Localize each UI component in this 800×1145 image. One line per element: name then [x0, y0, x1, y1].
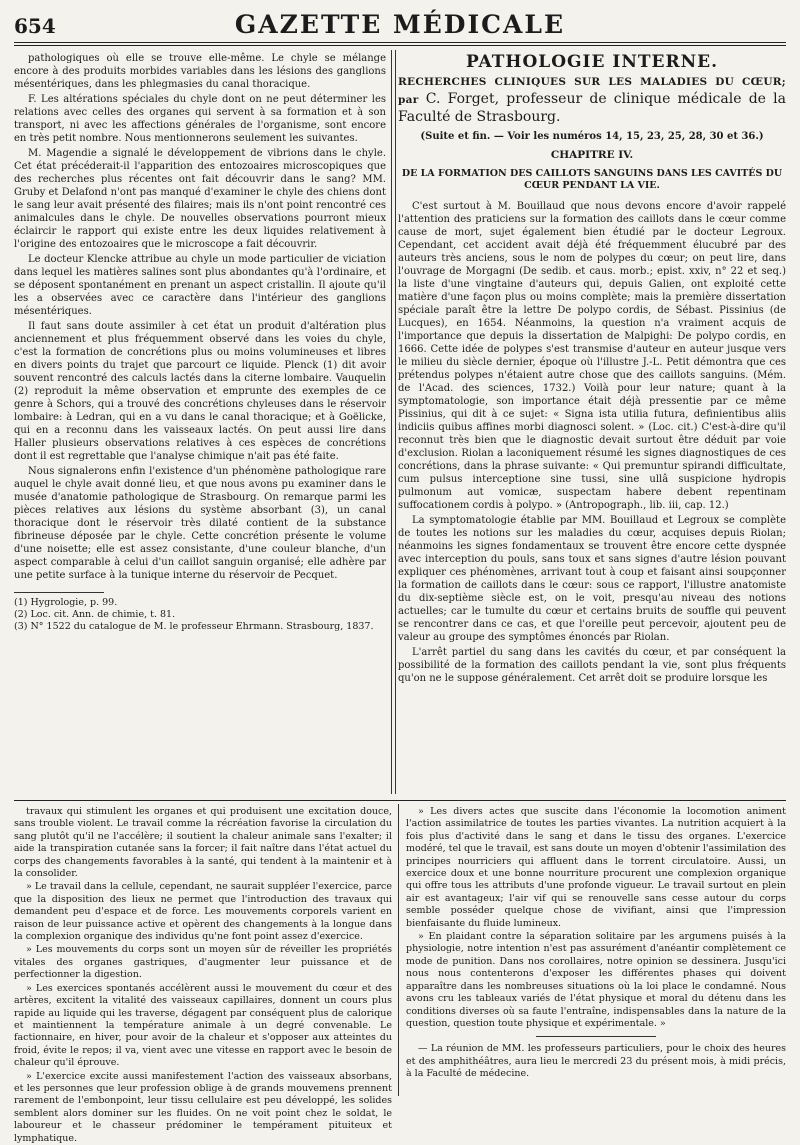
- bottom-left-column: [14, 806, 392, 1144]
- footnote-rule: [14, 592, 104, 593]
- left-column: [14, 52, 386, 792]
- paragraph: » L'exercice excite aussi manifestement l'action des vaisseaux absorbans, et les personnes que leur profession oblige à de grands mouvemens prennent rarement de l'embonpoint, leur tissu cellulaire est peu développé, les solides semblent alors dominer sur les fluides. On ne voit point chez le soldat, le laboureur et le chasseur prédominer le tempérament pituiteux et lymphatique.: [14, 1070, 392, 1144]
- paragraph: Nous signalerons enfin l'existence d'un phénomène pathologique rare auquel le chyle avait donné lieu, et que nous avons pu examiner dans le musée d'anatomie pathologique de Strasbourg. On remarque parmi les pièces relatives aux lésions du système absorbant (3), un canal thoracique dont le réservoir très dilaté contient de la substance fibrineuse déposée par le chyle. Cette concrétion présente le volume d'une noisette; elle est assez consistante, d'une couleur blanche, d'un aspect comparable à celui d'un caillot sanguin organisé; elle adhère par une petite surface à la tunique interne du réservoir de Pecquet.: [14, 466, 386, 581]
- separator-rule: [536, 1036, 656, 1037]
- chapter-heading: CHAPITRE IV.: [550, 149, 634, 161]
- bottom-right-column: [406, 806, 786, 1096]
- paragraph: F. Les altérations spéciales du chyle dont on ne peut déterminer les relations avec celles des organes qui servent à sa formation et à son transport, ni avec les affections générales de l'organisme, sont encore en très petit nombre. Nous mentionnerons seulement les suivantes.: [14, 94, 386, 144]
- page-number: 654: [14, 14, 56, 38]
- paragraph: pathologiques où elle se trouve elle-même. Le chyle se mélange encore à des produits morbides variables dans les lésions des ganglions mésentériques, dans les phlegmasies du canal thoracique.: [14, 53, 386, 90]
- header-rule: [14, 42, 786, 43]
- page-header: [14, 8, 786, 42]
- chapter-subtitle: DE LA FORMATION DES CAILLOTS SANGUINS DANS LES CAVITÉS DU CŒUR PENDANT LA VIE.: [401, 168, 783, 191]
- article-title-author: C. Forget, professeur de clinique médicale de la Faculté de Strasbourg.: [398, 91, 786, 125]
- column-divider-inner: [395, 50, 396, 794]
- article-note: (Suite et fin. — Voir les numéros 14, 15, 23, 25, 28, 30 et 36.): [420, 131, 764, 142]
- article-title-caps: RECHERCHES CLINIQUES SUR LES MALADIES DU CŒUR; par: [398, 76, 786, 106]
- journal-title: GAZETTE MÉDICALE: [234, 10, 566, 39]
- feuilleton-rule: [14, 800, 786, 801]
- bottom-column-divider: [398, 804, 399, 1096]
- paragraph: » Les mouvements du corps sont un moyen sûr de réveiller les propriétés vitales des organes gastriques, d'augmenter leur puissance et de perfectionner la digestion.: [14, 944, 392, 981]
- footnote: (2) Loc. cit. Ann. de chimie, t. 81.: [14, 609, 176, 620]
- paragraph: Il faut sans doute assimiler à cet état un produit d'altération plus anciennement et plus fréquemment observé dans les voies du chyle, c'est la formation de concrétions plus ou moins volumineuses et libres en divers points du trajet que parcourt ce liquide. Plenck (1) dit avoir souvent rencontré des calculs lactés dans la citerne lombaire. Vauquelin (2) reproduit la même observation et emprunte des exemples de ce genre à Schors, qui a trouvé des concrétions chyleuses dans le réservoir lombaire: à Ledran, qui en a vu dans le canal thoracique; et à Goëlicke, qui en a reconnu dans les vaisseaux lactés. On peut aussi lire dans Haller plusieurs observations relatives à ces espèces de concrétions dont il est regrettable que l'analyse chimique n'ait pas été faite.: [14, 321, 386, 462]
- paragraph: L'arrêt partiel du sang dans les cavités du cœur, et par conséquent la possibilité de la formation des caillots pendant la vie, sont plus fréquents qu'on ne le suppose généralement. Cet arrêt doit se produire lorsque les: [398, 647, 786, 684]
- paragraph: » Le travail dans la cellule, cependant, ne saurait suppléer l'exercice, parce que la disposition des lieux ne permet que l'introduction des travaux qui demandent peu d'espace et de force. Les mouvements corporels varient en raison de leur puissance active et opèrent des changements à la longue dans la complexion organique des individus qu'ne font point assez d'exercice.: [14, 881, 392, 943]
- paragraph: Le docteur Klencke attribue au chyle un mode particulier de viciation dans lequel les matières salines sont plus abondantes qu'à l'ordinaire, et se déposent spontanément en prenant un aspect cristallin. Il ajoute qu'il les a observées avec ce caractère dans l'intérieur des ganglions mésentériques.: [14, 254, 386, 317]
- paragraph: M. Magendie a signalé le développement de vibrions dans le chyle. Cet état précéderait-il l'apparition des entozoaires microscopiques que des recherches plus récentes ont fait découvrir dans le sang? MM. Gruby et Delafond n'ont pas manqué d'examiner le chyle des chiens dont le sang leur avait présenté des filaires; mais ils n'ont point rencontré ces animalcules dans le chyle. De nouvelles observations pourront mieux éclaircir le rapport qui existe entre les deux liquides relativement à l'origine des entozoaires que le microscope a fait découvrir.: [14, 148, 386, 250]
- paragraph: » Les exercices spontanés accélèrent aussi le mouvement du cœur et des artères, excitent la vitalité des vaisseaux capillaires, donnent un cours plus rapide au liquide qui les traverse, dégagent par conséquent plus de calorique et maintiennent la température animale à un degré convenable. Le factionnaire, en hiver, pour avoir de la chaleur et s'opposer aux atteintes du froid, évite le repos; il va, vient avec une vitesse en rapport avec le besoin de chaleur qu'il éprouve.: [14, 982, 392, 1069]
- right-column: [398, 52, 786, 792]
- footnote: (3) N° 1522 du catalogue de M. le professeur Ehrmann. Strasbourg, 1837.: [14, 621, 374, 632]
- section-heading: PATHOLOGIE INTERNE.: [465, 52, 719, 72]
- paragraph: C'est surtout à M. Bouillaud que nous devons encore d'avoir rappelé l'attention des praticiens sur la formation des caillots dans le cœur comme cause de mort, sujet également bien étudié par le docteur Legroux. Cependant, cet accident avait déjà été fréquemment élucubré par des auteurs très anciens, sous le nom de polypes du cœur; on peut lire, dans l'ouvrage de Morgagni (De sedib. et caus. morb.; epist. xxiv, n° 22 et seq.) la liste d'une vingtaine d'auteurs qui, depuis Galien, ont exploité cette matière d'une façon plus ou moins complète; mais la première dissertation spéciale paraît être la lettre De polypo cordis, de Sébast. Pissinius (de Lucques), en 1654. Néanmoins, la question n'a vraiment acquis de l'importance que depuis la dissertation de Malpighi: De polypo cordis, en 1666. Cette idée de polypes s'est transmise d'auteur en auteur jusque vers le milieu du siècle dernier, époque où l'illustre J.-L. Petit démontra que ces prétendus polypes n'étaient autre chose que des caillots sanguins. (Mém. de l'Acad. des sciences, 1732.) Voilà pour leur nature; quant à la symptomatologie, son importance était déjà pressentie par ce même Pissinius, qui dit à ce sujet: « Signa ista utilia futura, definientibus aliis indiciis quibus affines morbi diagnosci solent. » (Loc. cit.) C'est-à-dire qu'il reconnut très bien que le diagnostic devait surtout être déduit par voie d'exclusion. Riolan a laconiquement résumé les signes diagnostiques de ces concrétions, dans la phrase suivante: « Qui premuntur spirandi difficultate, cum pulsus interceptione sine tussi, sine ullâ suspicione hydropis pulmonum aut vomicæ, suspectam habere debent repentinam suffocationem cordis à polypo. » (Antropograph., lib. iii, cap. 12.): [398, 201, 786, 511]
- footnote: (1) Hygrologie, p. 99.: [14, 597, 118, 608]
- paragraph: travaux qui stimulent les organes et qui produisent une excitation douce, sans trouble violent. Le travail comme la récréation favorise la circulation du sang plutôt qu'il ne l'accélère; il soutient la chaleur animale sans l'exalter; il aide la transpiration cutanée sans la forcer; il fait naître dans l'état actuel du corps des changements favorables à la santé, qui tendent à la maintenir et à la consolider.: [14, 806, 392, 880]
- announcement: — La réunion de MM. les professeurs particuliers, pour le choix des heures et des amphithéâtres, aura lieu le mercredi 23 du présent mois, à midi précis, à la Faculté de médecine.: [406, 1043, 786, 1080]
- paragraph: » En plaidant contre la séparation solitaire par les argumens puisés à la physiologie, notre intention n'est pas assurément d'anéantir complètement ce mode de punition. Dans nos corollaires, notre opinion se dessinera. Jusqu'ici nous nous contenterons d'exposer les différentes phases qui doivent apparaître dans les nombreuses situations où la loi place le condamné. Nous avons cru les tableaux variés de l'état physique et moral du détenu dans les conditions diverses où sa faute l'entraîne, indispensables dans la nature de la question, question toute physique et expérimentale. »: [406, 931, 786, 1029]
- paragraph: » Les divers actes que suscite dans l'économie la locomotion animent l'action assimilatrice de toutes les parties vivantes. La nutrition acquiert à la fois plus d'activité dans le sang et dans le tissu des organes. L'exercice modéré, tel que le travail, est sans doute un moyen d'obtenir l'assimilation des principes nourriciers qui affluent dans le torrent circulatoire. Aussi, un exercice doux et une bonne nourriture procurent une complexion organique qui offre tous les attributs d'une profonde vigueur. Le travail surtout en plein air est avantageux; l'air vif qui se renouvelle sans cesse autour du corps semble posséder quelque chose de vivifiant, ainsi que l'impression bienfaisante du fluide lumineux.: [406, 806, 786, 929]
- header-rule-thin: [14, 45, 786, 46]
- column-divider: [391, 50, 392, 794]
- paragraph: La symptomatologie établie par MM. Bouillaud et Legroux se complète de toutes les notions sur les maladies du cœur, acquises depuis Riolan; néanmoins les signes fondamentaux se trouvent être encore cette dyspnée avec interception du pouls, sans toux et sans signes d'autre lésion pouvant expliquer ces phénomènes, arrivant tout à coup et faisant ainsi soupçonner la formation de caillots dans le cœur: sous ce rapport, l'illustre anatomiste du dix-septième siècle est, on le voit, presqu'au niveau des notions actuelles; car le tumulte du cœur et certains bruits de souffle qui peuvent se rencontrer dans ce cas, et que l'oreille peut percevoir, ajoutent peu de valeur au groupe des symptômes énoncés par Riolan.: [398, 515, 786, 643]
- article-title: [398, 73, 786, 126]
